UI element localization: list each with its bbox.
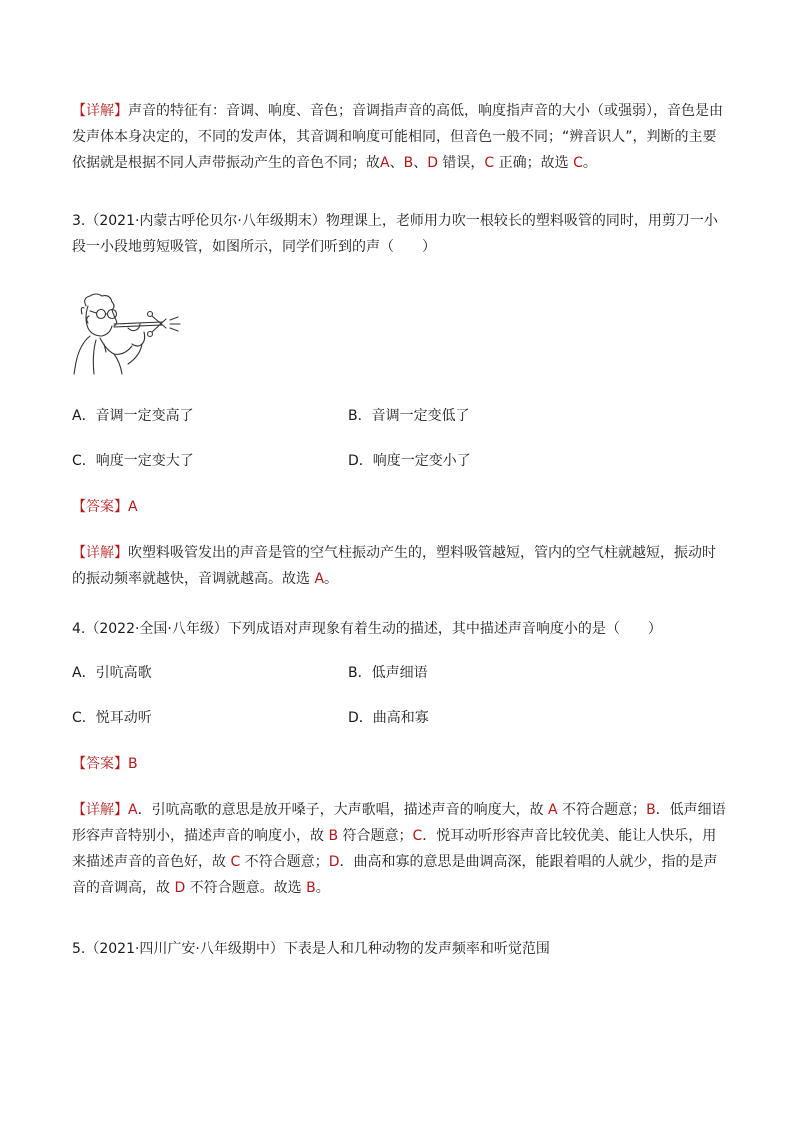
option-ref: A (380, 155, 390, 171)
final-answer: C (573, 155, 583, 171)
option-ref: D (328, 854, 340, 870)
option-b: B．低声细语 (348, 665, 428, 681)
option-a: A．引吭高歌 (72, 665, 152, 681)
final-answer: A (314, 571, 325, 587)
answer-tag: 【答案】 (72, 756, 128, 772)
analysis-text: 吹塑料吸管发出的声音是管的空气柱振动产生的，塑料吸管越短，管内的空气柱就越短，振动时的振动频率就越快，音调就越高。故选 (72, 545, 716, 587)
option-a: A．音调一定变高了 (72, 408, 194, 424)
option-c: C．响度一定变大了 (72, 453, 194, 469)
analysis-text: 。 (582, 155, 597, 171)
option-ref: D (427, 155, 438, 171)
analysis-tag: 【详解】 (72, 103, 128, 119)
analysis-text: ．曲高和寡的意思是曲调高深，能跟着唱的人就少，指的是声音的音调高，故 (72, 854, 718, 896)
option-ref: A (128, 802, 138, 818)
q2-analysis (72, 98, 728, 176)
q5-stem: 5.（2021·四川广安·八年级期中）下表是人和几种动物的发声频率和听觉范围 (72, 941, 550, 957)
analysis-text: ．低声细语形容声音特别小，描述声音的响度小，故 (72, 802, 726, 844)
option-ref: B (646, 802, 656, 818)
q4-answer (72, 751, 728, 777)
option-ref: C (412, 828, 423, 844)
final-answer: B (306, 880, 316, 896)
option-b: B．音调一定变低了 (348, 408, 470, 424)
analysis-text: 正确；故选 (494, 155, 574, 171)
analysis-text: 声音的特征有：音调、响度、音色；音调指声音的高低，响度指声音的大小（或强弱），音色是由发声体本身决定的，不同的发声体，其音调和响度可能相同，但音色一般不同；“辨音识人”，判断的主要依据就是根据不同人声带振动产生的音色不同；故 (72, 103, 723, 171)
analysis-text: 符合题意； (338, 828, 413, 844)
option-ref: C (484, 155, 495, 171)
answer-value: B (128, 756, 138, 772)
answer-value: A (128, 499, 138, 515)
separator: 、 (389, 155, 404, 171)
analysis-tag: 【详解】 (72, 545, 128, 561)
option-ref: B (403, 155, 414, 171)
analysis-tag: 【详解】 (72, 802, 128, 818)
analysis-text: 不符合题意； (557, 802, 647, 818)
person-cutting-straw-illustration (70, 292, 186, 376)
analysis-text: 错误， (437, 155, 485, 171)
analysis-text: 不符合题意； (240, 854, 329, 870)
q3-answer (72, 494, 728, 520)
q4-analysis (72, 797, 728, 901)
analysis-text: 。 (315, 880, 330, 896)
option-ref: B (328, 828, 339, 844)
option-c: C．悦耳动听 (72, 710, 152, 726)
option-d: D．响度一定变小了 (348, 453, 471, 469)
analysis-text: ．悦耳动听形容声音比较优美、能让人快乐，用来描述声音的音色好，故 (72, 828, 717, 870)
answer-tag: 【答案】 (72, 499, 128, 515)
separator: 、 (413, 155, 428, 171)
q3-stem: 3.（2021·内蒙古呼伦贝尔·八年级期末）物理课上，老师用力吹一根较长的塑料吸管的同时，用剪刀一小段一小段地剪短吸管，如图所示，同学们听到的声（ ） (72, 213, 718, 255)
analysis-text: 不符合题意。故选 (185, 880, 307, 896)
q4-stem: 4.（2022·全国·八年级）下列成语对声现象有着生动的描述，其中描述声音响度小的是（ ） (72, 621, 662, 637)
option-ref: D (174, 880, 186, 896)
option-ref: A (548, 802, 558, 818)
q3-analysis (72, 540, 728, 592)
analysis-text: ．引吭高歌的意思是放开嗓子，大声歌唱，描述声音的响度大，故 (137, 802, 549, 818)
analysis-text: 。 (324, 571, 339, 587)
option-ref: C (230, 854, 241, 870)
option-d: D．曲高和寡 (348, 710, 429, 726)
